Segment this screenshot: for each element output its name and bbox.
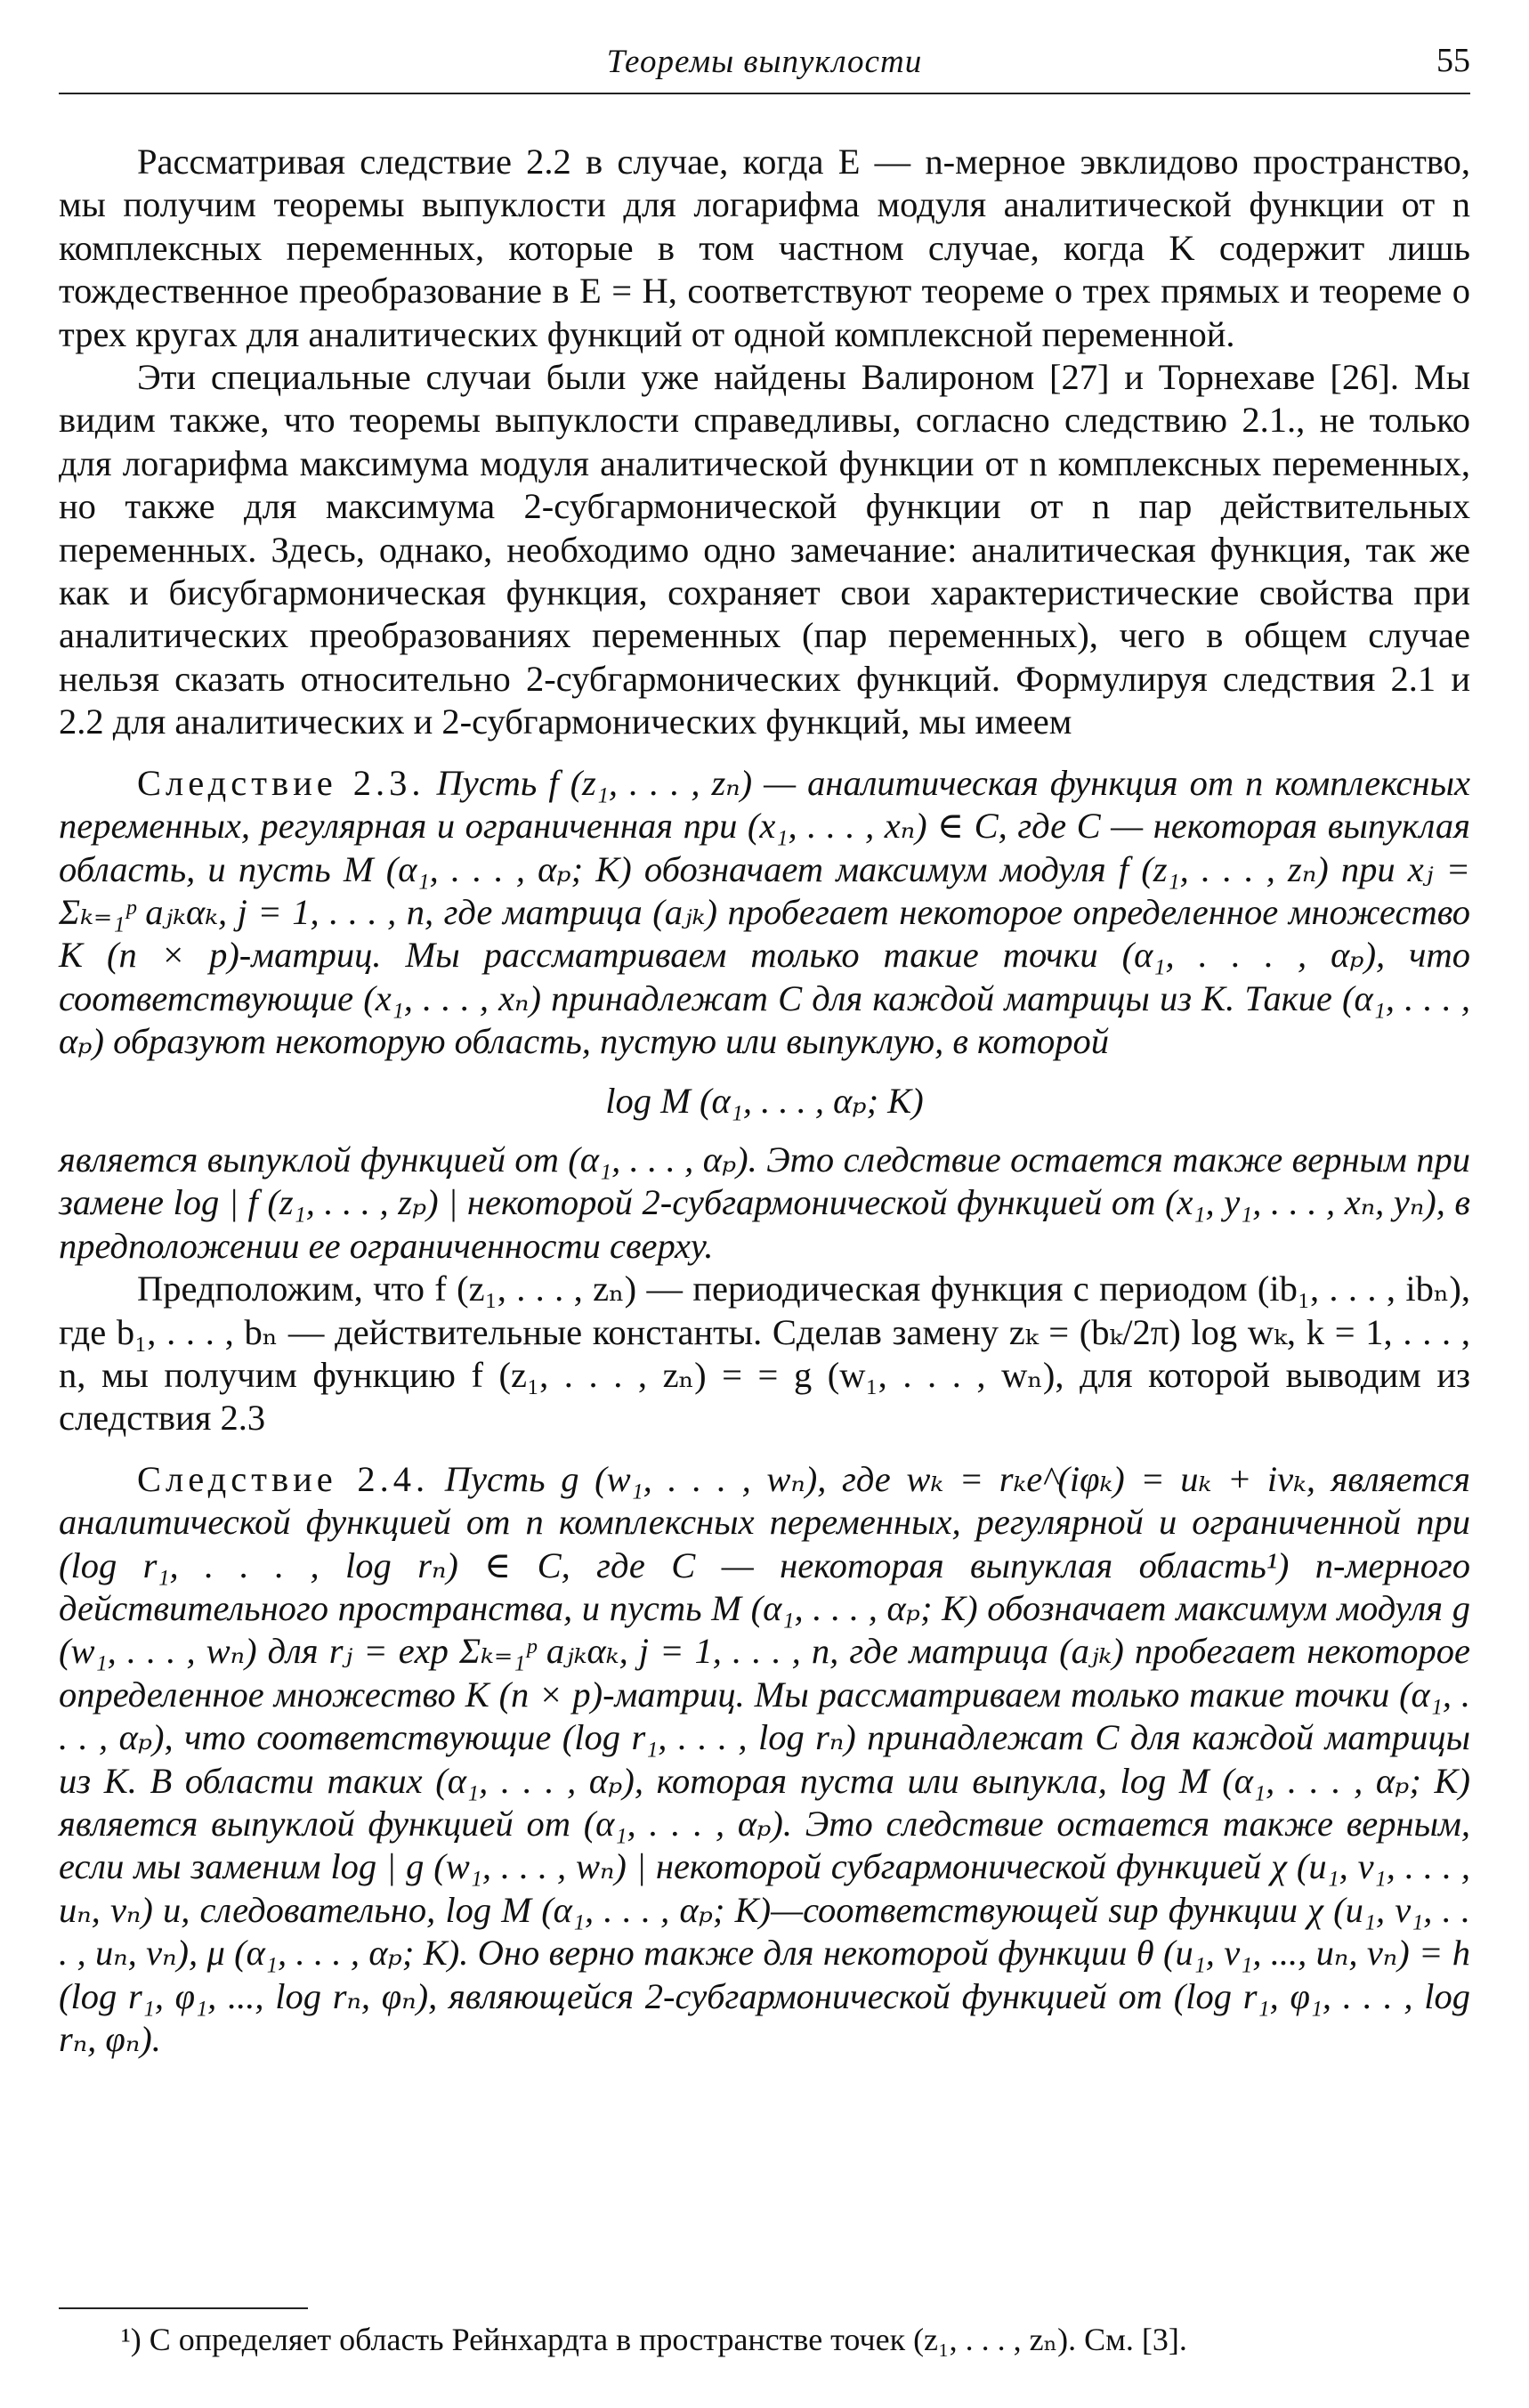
corollary-2-3-label: Следствие 2.3. — [137, 762, 425, 803]
running-title: Теоремы выпуклости — [606, 44, 923, 80]
page-number: 55 — [1436, 42, 1470, 79]
page-header — [59, 36, 1470, 94]
corollary-2-4 — [59, 1458, 1470, 2062]
formula-log-m: log M (α₁, . . . , αₚ; K) — [605, 1080, 924, 1121]
corollary-2-3 — [59, 762, 1470, 1064]
corollary-2-3-tail: является выпуклой функцией от (α₁, . . . , αₚ). Это следствие остается также верным при замене log | f (z₁, . . . , zₚ) | некоторой 2-субгармонической функцией от (x₁, y₁, . . . , xₙ, yₙ), в предположении ее ограниченности сверху. — [59, 1139, 1470, 1266]
page-body — [59, 141, 1470, 2061]
corollary-2-4-body: Пусть g (w₁, . . . , wₙ), где wₖ = rₖe^(iφₖ) = uₖ + ivₖ, является аналитической функцией от n комплексных переменных, регулярной и ограниченной при (log r₁, . . . , log rₙ) ∈ C, где C — некоторая выпуклая область¹) n-мерного действительного пространства, и пусть M (α₁, . . . , αₚ; K) обозначает максимум модуля g (w₁, . . . , wₙ) для rⱼ = exp Σₖ₌₁ᵖ aⱼₖαₖ, j = 1, . . . , n, где матрица (aⱼₖ) пробегает некоторое определенное множество K (n × p)-матриц. Мы рассматриваем только такие точки (α₁, . . . , αₚ), что соответствующие (log r₁, . . . , log rₙ) принадлежат C для каждой матрицы из K. В области таких (α₁, . . . , αₚ), которая пуста или выпукла, log M (α₁, . . . , αₚ; K) является выпуклой функцией от (α₁, . . . , αₚ). Это следствие остается также верным, если мы заменим log | g (w₁, . . . , wₙ) | некоторой субгармонической функцией χ (u₁, v₁, . . . , uₙ, vₙ) и, следовательно, log M (α₁, . . . , αₚ; K)—соответствующей sup функции χ (u₁, v₁, . . . , uₙ, vₙ), μ (α₁, . . . , αₚ; K). Оно верно также для некоторой функции θ (u₁, v₁, ..., uₙ, vₙ) = h (log r₁, φ₁, ..., log rₙ, φₙ), являющейся 2-субгармонической функцией от (log r₁, φ₁, . . . , log rₙ, φₙ). — [59, 1458, 1471, 2060]
corollary-2-4-label: Следствие 2.4. — [137, 1458, 430, 1499]
paragraph-special-cases: Эти специальные случаи были уже найдены Валироном [27] и Торнехаве [26]. Мы видим также, что теоремы выпуклости справедливы, согласно следствию 2.1., не только для логарифма максимума модуля аналитической функции от n комплексных переменных, но также для максимума 2-субгармонической функции от n пар действительных переменных. Здесь, однако, необходимо одно замечание: аналитическая функция, так же как и бисубгармоническая функция, сохраняет свои характеристические свойства при аналитических преобразованиях переменных (пар переменных), чего в общем случае нельзя сказать относительно 2-субгармонических функций. Формулируя следствия 2.1 и 2.2 для аналитических и 2-субгармонических функций, мы имеем — [59, 357, 1470, 742]
page — [59, 36, 1470, 2386]
paragraph-periodic: Предположим, что f (z₁, . . . , zₙ) — периодическая функция с периодом (ib₁, . . . , ibₙ), где b₁, . . . , bₙ — действительные константы. Сделав замену zₖ = (bₖ/2π) log wₖ, k = 1, . . . , n, мы получим функцию f (z₁, . . . , zₙ) = = g (w₁, . . . , wₙ), для которой выводим из следствия 2.3 — [59, 1269, 1470, 1439]
corollary-2-3-body: Пусть f (z₁, . . . , zₙ) — аналитическая функция от n комплексных переменных, регулярная и ограниченная при (x₁, . . . , xₙ) ∈ C, где C — некоторая выпуклая область, и пусть M (α₁, . . . , αₚ; K) обозначает максимум модуля f (z₁, . . . , zₙ) при xⱼ = Σₖ₌₁ᵖ aⱼₖαₖ, j = 1, . . . , n, где матрица (aⱼₖ) пробегает некоторое определенное множество K (n × p)-матриц. Мы рассматриваем только такие точки (α₁, . . . , αₚ), что соответствующие (x₁, . . . , xₙ) принадлежат C для каждой матрицы из K. Такие (α₁, . . . , αₚ) образуют некоторую область, пустую или выпуклую, в которой — [59, 762, 1471, 1062]
footnote-rule — [59, 2307, 308, 2309]
paragraph-intro: Рассматривая следствие 2.2 в случае, когда E — n-мерное эвклидово пространство, мы получим теоремы выпуклости для логарифма модуля аналитической функции от n комплексных переменных, которые в том частном случае, когда K содержит лишь тождественное преобразование в E = H, соответствуют теореме о трех прямых и теореме о трех кругах для аналитических функций от одной комплексной переменной. — [59, 142, 1470, 354]
footnote: ¹) C определяет область Рейнхардта в пространстве точек (z₁, . . . , zₙ). См. [3]. — [121, 2322, 1187, 2357]
